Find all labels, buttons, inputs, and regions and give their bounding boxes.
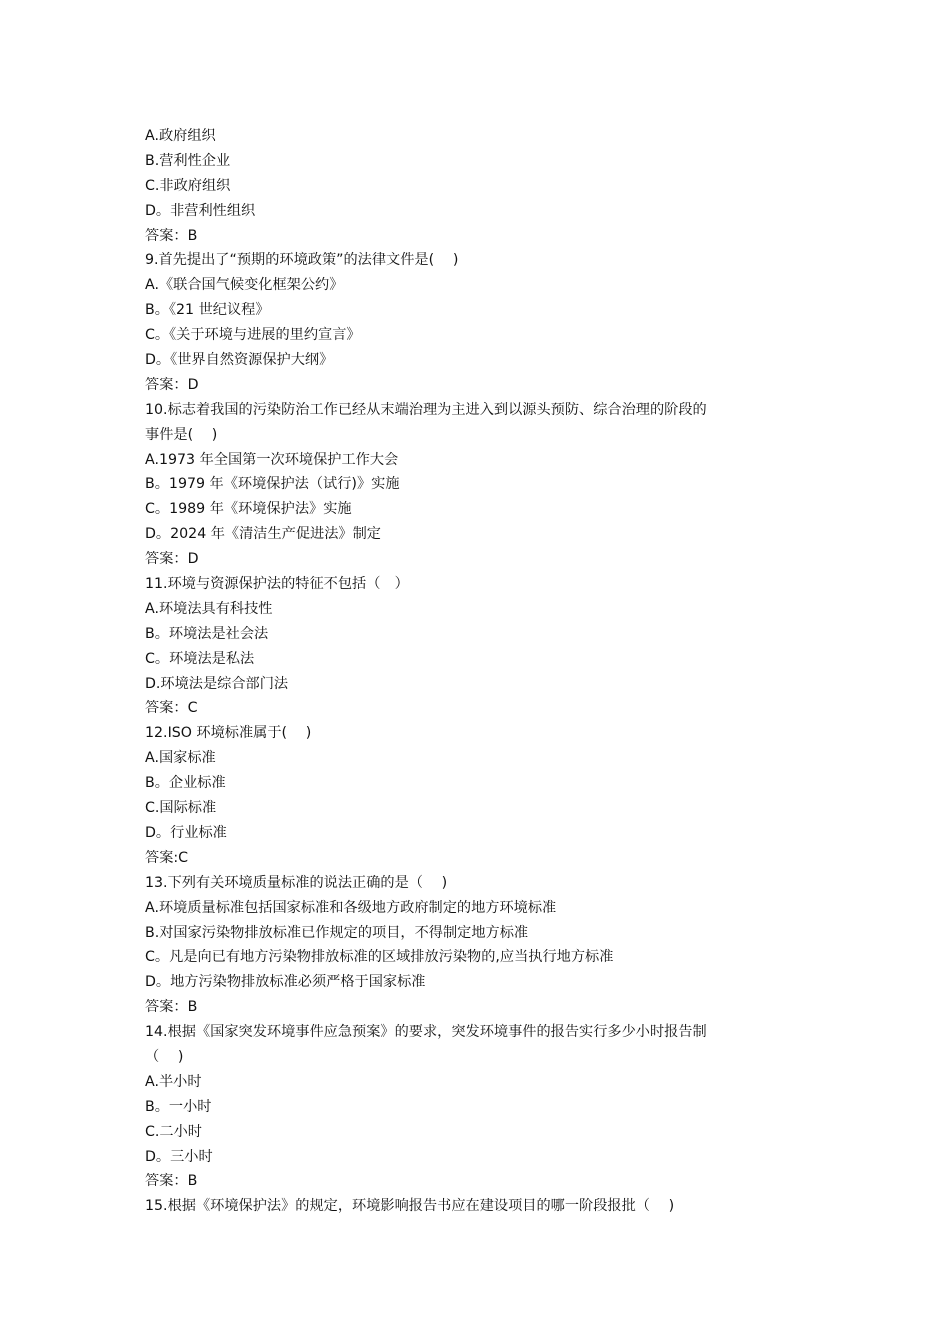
- question-12: 12.ISO 环境标准属于( ): [145, 725, 312, 742]
- option-line: A.环境质量标准包括国家标准和各级地方政府制定的地方环境标准: [145, 899, 557, 916]
- document-page: [145, 124, 815, 1219]
- option-line: D。行业标准: [145, 824, 227, 841]
- option-line: C。环境法是私法: [145, 650, 255, 667]
- option-line: D。《世界自然资源保护大纲》: [145, 352, 334, 369]
- option-line: B.对国家污染物排放标准已作规定的项目，不得制定地方标准: [145, 924, 529, 941]
- option-line: C.二小时: [145, 1123, 202, 1140]
- option-line: B。环境法是社会法: [145, 625, 269, 642]
- option-line: A.政府组织: [145, 128, 216, 144]
- option-line: A.《联合国气候变化框架公约》: [145, 277, 344, 294]
- option-line: C。1989 年《环境保护法》实施: [145, 501, 352, 518]
- question-10: 10.标志着我国的污染防治工作已经从末端治理为主进入到以源头预防、综合治理的阶段的: [145, 401, 707, 418]
- answer-line: 答案：B: [145, 227, 198, 244]
- answer-line: 答案：D: [145, 376, 199, 393]
- answer-line: 答案：B: [145, 999, 198, 1016]
- option-line: C.非政府组织: [145, 177, 231, 194]
- question-13: 13.下列有关环境质量标准的说法正确的是（ ): [145, 874, 448, 891]
- option-line: A.国家标准: [145, 750, 216, 767]
- answer-line: 答案：C: [145, 700, 198, 717]
- option-line: D。2024 年《清洁生产促进法》制定: [145, 526, 381, 543]
- question-9: 9.首先提出了“预期的环境政策”的法律文件是( ): [145, 252, 459, 269]
- answer-line: 答案：B: [145, 1173, 198, 1190]
- answer-line: 答案:C: [145, 849, 189, 866]
- option-line: B。一小时: [145, 1098, 212, 1115]
- question-11: 11.环境与资源保护法的特征不包括（ ）: [145, 576, 409, 593]
- question-14-continued: （ ): [145, 1048, 184, 1065]
- option-line: D。非营利性组织: [145, 202, 256, 219]
- option-line: C。《关于环境与进展的里约宣言》: [145, 327, 361, 344]
- option-line: D.环境法是综合部门法: [145, 675, 289, 692]
- option-line: B.营利性企业: [145, 152, 231, 169]
- option-line: B。1979 年《环境保护法（试行)》实施: [145, 476, 400, 493]
- option-line: A.1973 年全国第一次环境保护工作大会: [145, 451, 399, 468]
- question-10-continued: 事件是( ): [145, 426, 218, 443]
- option-line: B。《21 世纪议程》: [145, 302, 270, 319]
- question-15: 15.根据《环境保护法》的规定，环境影响报告书应在建设项目的哪一阶段报批（ ): [145, 1198, 675, 1215]
- option-line: A.半小时: [145, 1073, 202, 1090]
- option-line: D。地方污染物排放标准必须严格于国家标准: [145, 974, 426, 991]
- option-line: A.环境法具有科技性: [145, 600, 273, 617]
- option-line: B。企业标准: [145, 775, 226, 792]
- question-14: 14.根据《国家突发环境事件应急预案》的要求，突发环境事件的报告实行多少小时报告制: [145, 1024, 707, 1041]
- option-line: D。三小时: [145, 1148, 213, 1165]
- option-line: C.国际标准: [145, 800, 217, 817]
- option-line: C。凡是向已有地方污染物排放标准的区域排放污染物的,应当执行地方标准: [145, 949, 614, 966]
- answer-line: 答案：D: [145, 551, 199, 568]
